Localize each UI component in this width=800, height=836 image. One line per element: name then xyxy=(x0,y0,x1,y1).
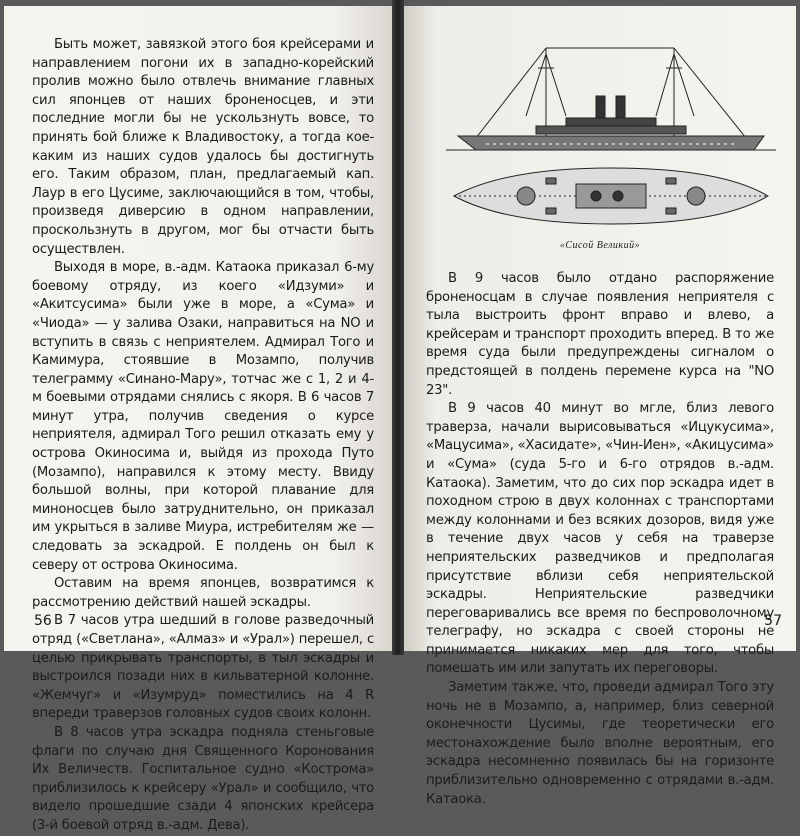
ship-figure xyxy=(426,6,774,268)
paragraph: В 8 часов утра эскадра подняла стеньговые флаги по случаю дня Священного Коронования Их Величеств. Госпитальное судно «Кострома» приблизилось к крейсеру «Урал» и сообщило, что видело прошедшие сзади 4 японских крейсера (3-й боевой отряд в.-адм. Дева). xyxy=(32,724,374,833)
paragraph: В 9 часов было отдано распоряжение броненосцам в случае появления неприятеля с тыла выстроить фронт вправо и влево, а крейсерам и транспорт проходить вперед. В то же время суда были предупреждены сигналом о предстоящей в полдень перемене курса на "NO 23". xyxy=(426,271,774,398)
page-number-left: 56 xyxy=(34,613,52,629)
paragraph: Заметим также, что, проведи адмирал Того эту ночь не в Мозампо, а, например, близ северной оконечности Цусимы, где теоретически его местонахождение было вполне вероятным, его эскадра несомненно появилась бы на горизонте приблизительно одновременно с отрядами в.-адм. Катаока. xyxy=(426,680,774,807)
paragraph: В 9 часов 40 минут во мгле, близ левого траверза, начали вырисовываться «Ицукусима», «Мацусима», «Хасидате», «Чин-Иен», «Акицусима» и «Сума» (суда 5-го и 6-го отрядов в.-адм. Катаока). Заметим, что до сих пор эскадра идет в походном строю в двух колоннах с транспортами между колоннами и без всяких дозоров, видя уже в течение двух часов у себя на траверзе неприятельских разведчиков и предполагая присутствие вблизи себя неприятельской эскадры. Неприятельские разведчики переговаривались все время по беспроволочному телеграфу, но эскадра с своей стороны не принимается никаких мер для того, чтобы помешать им или запутать их переговоры. xyxy=(426,401,775,677)
book-spine xyxy=(392,0,404,655)
left-page xyxy=(4,6,392,833)
paragraph: Выходя в море, в.-адм. Катаока приказал 6-му боевому отряду, из коего «Идзуми» и «Акитсусима» были уже в море, а «Сума» и «Чиода» — у залива Озаки, направиться на NO и вступить в связь с неприятелем. Адмирал Того и Камимура, стоявшие в Мозампо, получив телеграмму «Синано-Мару», тотчас же с 1, 2 и 4-м боевыми отрядами снялись с якоря. В 6 часов 7 минут утра, получив сведения о курсе неприятеля, адмирал Того решил отказать ему у острова Окиносима и, выйдя из прохода Путо (Мозампо), направился к этому месту. Ввиду большой волны, при которой плавание для миноносцев было затруднительно, он приказал им укрыться в заливе Миура, истребителям же — следовать за эскадрой. Е полдень он был к северу от острова Окиносима. xyxy=(32,260,374,573)
figure-caption: «Сисой Великий» xyxy=(559,240,641,251)
right-page xyxy=(404,6,796,807)
battleship-drawing xyxy=(446,46,776,236)
left-page-text xyxy=(32,36,374,836)
paragraph: В 7 часов утра шедший в голове разведочный отряд («Светлана», «Алмаз» и «Урал») перешел, с целью прикрывать транспорты, в тыл эскадры и выстроился позади них в кильватерной колонне. «Жемчуг» и «Изумруд» поместились на 4 R впереди траверзов головных судов своих колонн. xyxy=(32,613,374,722)
paragraph: Оставим на время японцев, возвратимся к рассмотрению действий нашей эскадры. xyxy=(32,576,374,610)
paragraph: Быть может, завязкой этого боя крейсерами и направлением погони их в западно-корейский пролив можно было отвлечь внимание главных сил японцев от наших броненосцев, и эти последние могли бы не ускользнуть вовсе, то принять бой ближе к Владивостоку, а тогда кое-каким из наших судов удалось бы достигнуть его. Таким образом, план, предлагаемый кап. Лаур в его Цусиме, заключающийся в том, чтобы, произведя диверсию в одном направлении, проскользнуть в другом, мог бы отчасти быть осуществлен. xyxy=(32,37,374,257)
right-page-text xyxy=(426,270,774,809)
page-number-right: 57 xyxy=(764,613,782,629)
